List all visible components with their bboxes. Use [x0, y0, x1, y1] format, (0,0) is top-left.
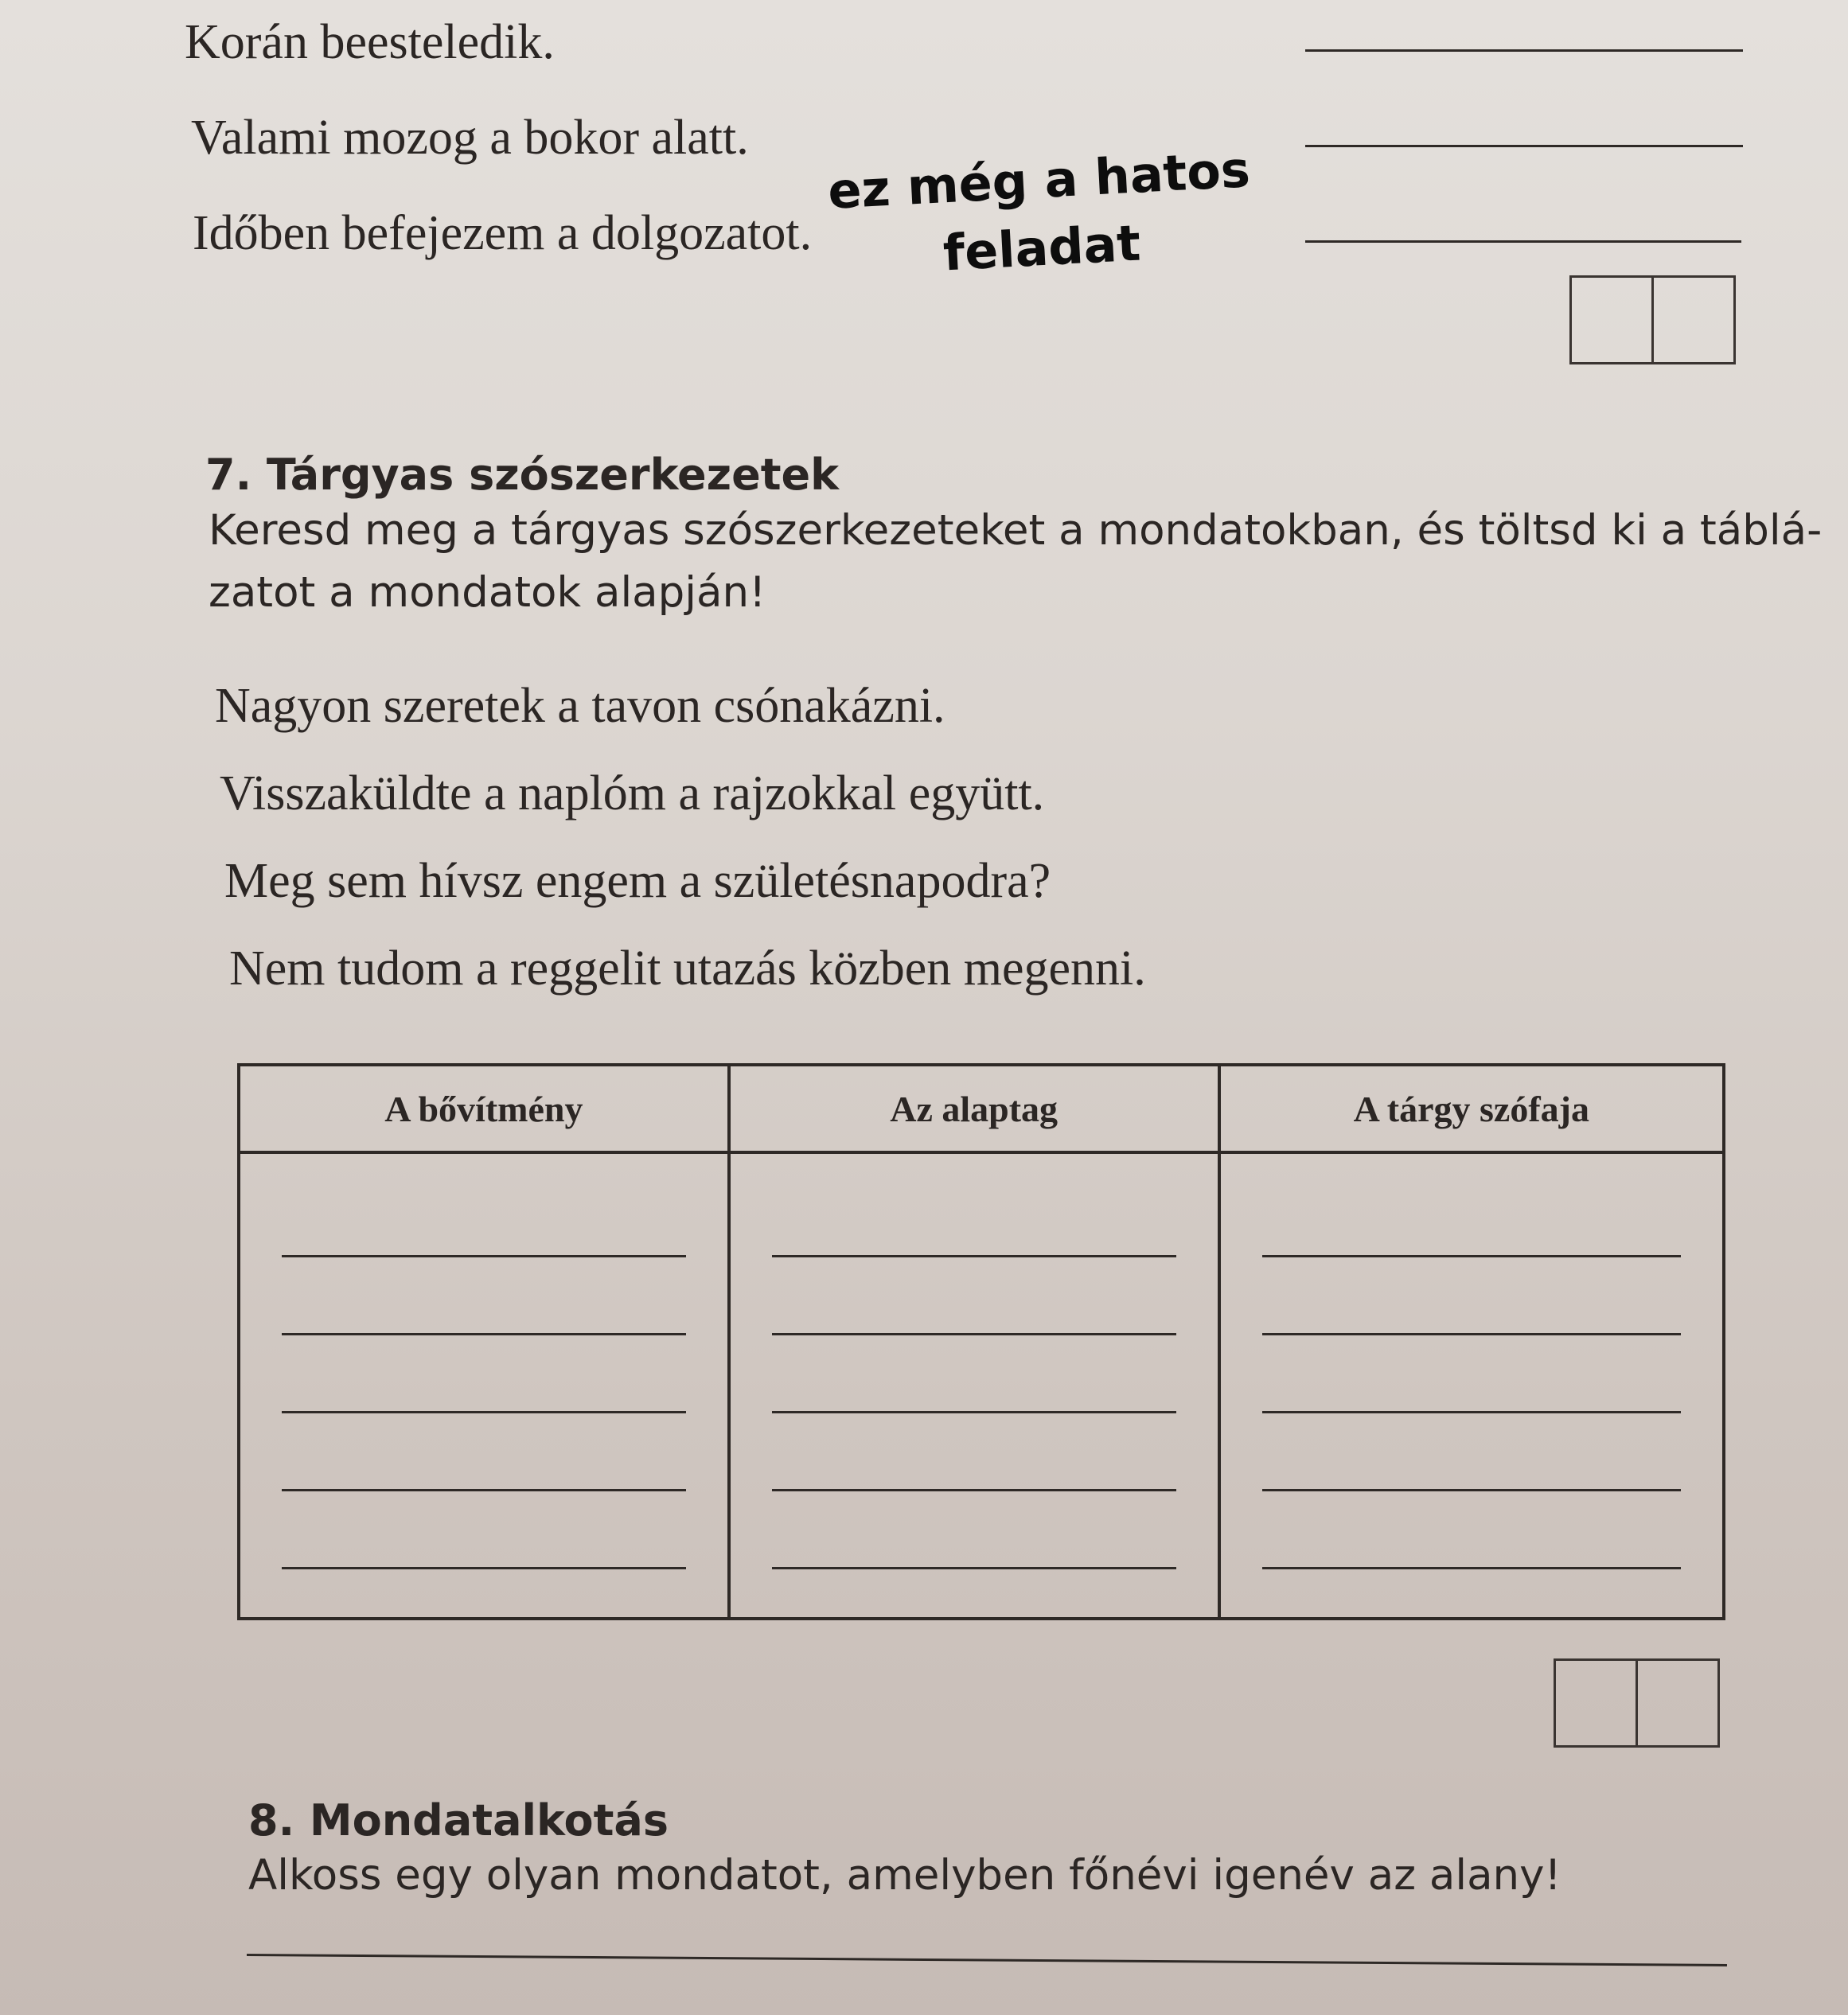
task6-answer-line-3[interactable] [1305, 240, 1741, 243]
overlay-note-line-1: ez még a hatos [826, 140, 1252, 220]
task8-answer-line[interactable] [247, 1954, 1727, 1966]
table-header-head-word: Az alaptag [729, 1065, 1219, 1152]
table-answer-line[interactable] [1262, 1197, 1681, 1257]
table-answer-line[interactable] [282, 1491, 686, 1569]
task7-sentence-2: Visszaküldte a naplóm a rajzokkal együtt. [220, 766, 1045, 820]
task7-instruction-line-2: zatot a mondatok alapján! [209, 568, 766, 617]
table-header-object-word-class: A tárgy szófaja [1219, 1065, 1724, 1152]
table-answer-line[interactable] [282, 1197, 686, 1257]
table-column-head-word [729, 1152, 1219, 1619]
overlay-note-line-2: feladat [942, 213, 1142, 283]
task8-instruction: Alkoss egy olyan mondatot, amelyben főnévi igenév az alany! [248, 1851, 1561, 1900]
task7-score-box[interactable] [1554, 1658, 1720, 1748]
table-answer-line[interactable] [772, 1413, 1176, 1491]
table-answer-line[interactable] [772, 1197, 1176, 1257]
task8-title: 8. Mondatalkotás [248, 1795, 669, 1845]
table-answer-line[interactable] [1262, 1413, 1681, 1491]
task6-answer-line-2[interactable] [1305, 145, 1743, 147]
score-cell[interactable] [1636, 1661, 1717, 1745]
table-answer-line[interactable] [1262, 1257, 1681, 1335]
score-cell[interactable] [1572, 278, 1651, 362]
task6-sentence-2: Valami mozog a bokor alatt. [191, 111, 749, 165]
table-answer-line[interactable] [772, 1335, 1176, 1413]
score-cell[interactable] [1556, 1661, 1636, 1745]
table-answer-line[interactable] [282, 1335, 686, 1413]
table-answer-line[interactable] [772, 1257, 1176, 1335]
table-header-extension: A bővítmény [239, 1065, 729, 1152]
table-column-extension [239, 1152, 729, 1619]
table-answer-line[interactable] [282, 1257, 686, 1335]
task7-sentence-1: Nagyon szeretek a tavon csónakázni. [215, 679, 945, 733]
task6-score-box[interactable] [1569, 275, 1736, 364]
task6-sentence-3: Időben befejezem a dolgozatot. [193, 206, 813, 260]
task6-sentence-1: Korán beesteledik. [185, 15, 555, 69]
score-cell[interactable] [1651, 278, 1733, 362]
task6-answer-line-1[interactable] [1305, 49, 1743, 52]
task7-sentence-3: Meg sem hívsz engem a születésnapodra? [224, 854, 1051, 908]
table-answer-line[interactable] [772, 1491, 1176, 1569]
table-answer-line[interactable] [1262, 1335, 1681, 1413]
task7-instruction-line-1: Keresd meg a tárgyas szószerkezeteket a mondatokban, és töltsd ki a táblá- [209, 506, 1823, 555]
task7-answer-table [237, 1063, 1725, 1620]
table-answer-line[interactable] [282, 1413, 686, 1491]
table-column-object-word-class [1219, 1152, 1724, 1619]
table-answer-line[interactable] [1262, 1491, 1681, 1569]
task7-sentence-4: Nem tudom a reggelit utazás közben megenni. [229, 941, 1146, 996]
task7-title: 7. Tárgyas szószerkezetek [205, 450, 840, 500]
